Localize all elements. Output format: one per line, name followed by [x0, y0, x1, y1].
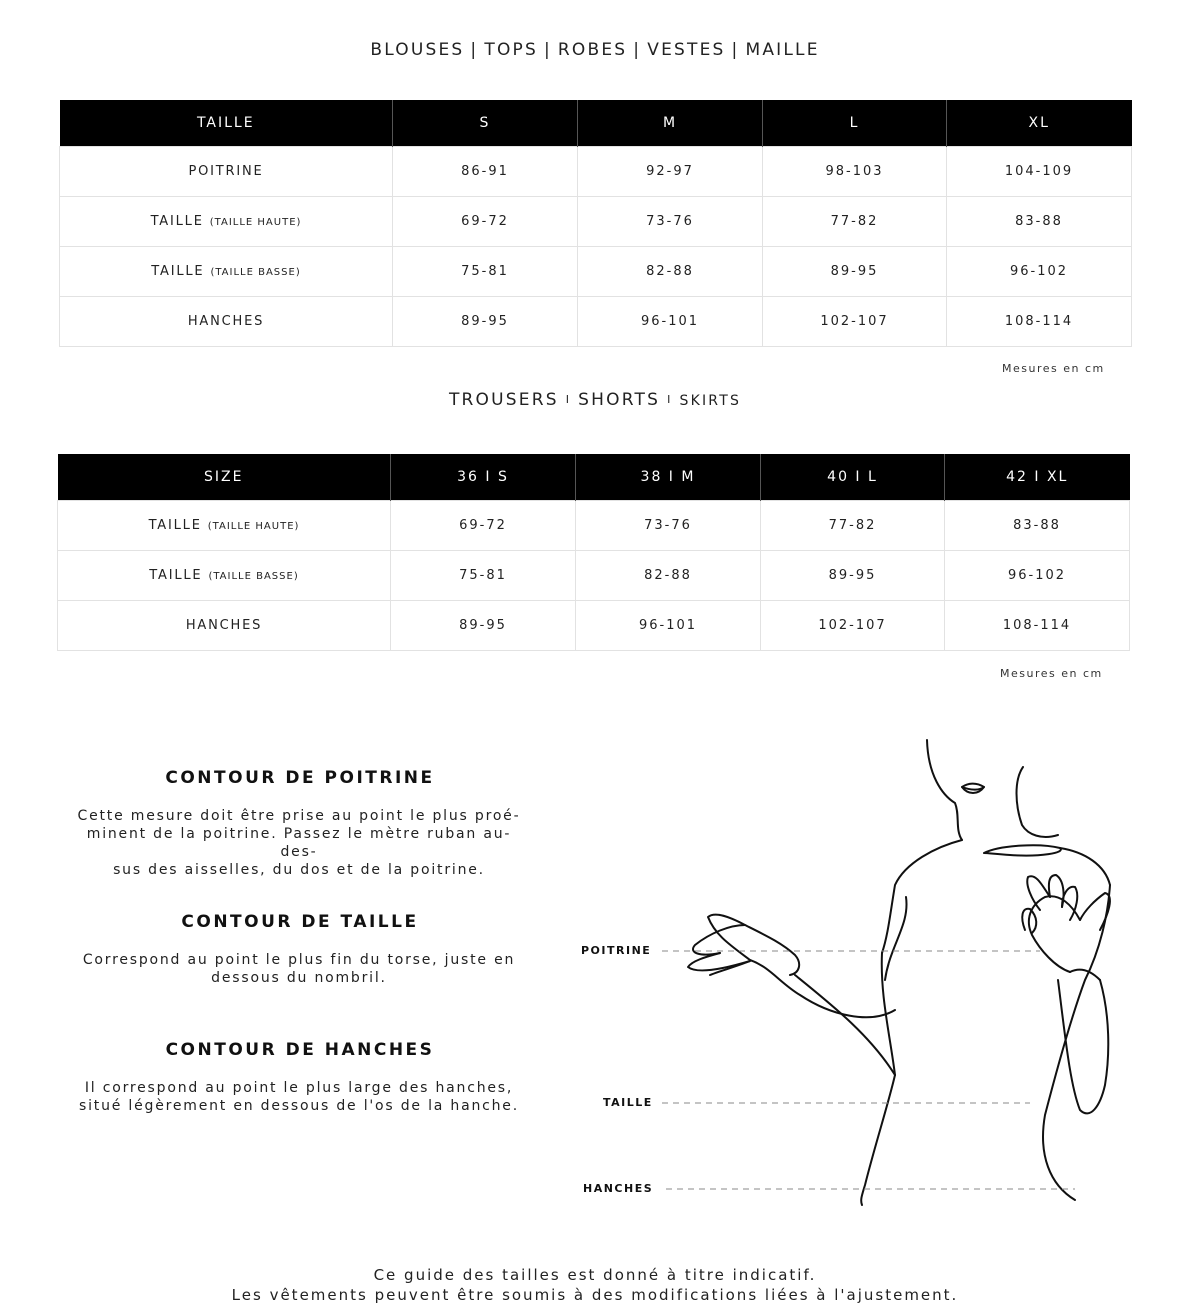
row-label — [58, 601, 391, 651]
table-cell: 69-72 — [393, 197, 578, 247]
heading-item: SKIRTS — [679, 393, 742, 409]
column-header: SIZE — [58, 454, 391, 501]
description-line: Correspond au point le plus fin du torse, juste en — [82, 952, 516, 968]
waist-label: TAILLE — [603, 1096, 653, 1109]
table-header-row — [60, 100, 1132, 147]
table-row — [60, 247, 1132, 297]
size-table-tops — [59, 100, 1132, 347]
chest-measure-title: CONTOUR DE POITRINE — [165, 768, 435, 788]
table-cell: 69-72 — [391, 501, 576, 551]
column-header: XL — [947, 100, 1132, 147]
table-cell: 96-102 — [945, 551, 1130, 601]
table-cell: 89-95 — [761, 551, 945, 601]
row-label — [60, 147, 393, 197]
body-line-drawing — [570, 735, 1170, 1215]
waist-measure-title: CONTOUR DE TAILLE — [181, 912, 419, 932]
table-cell: 96-102 — [947, 247, 1132, 297]
table-cell: 82-88 — [578, 247, 763, 297]
table-row — [60, 297, 1132, 347]
table-cell: 98-103 — [763, 147, 947, 197]
table-row — [58, 551, 1130, 601]
waist-measure-description — [74, 951, 524, 987]
description-line: dessous du nombril. — [211, 970, 387, 986]
heading-item: ROBES — [557, 40, 628, 60]
column-header: L — [763, 100, 947, 147]
table-cell: 102-107 — [761, 601, 945, 651]
heading-item: MAILLE — [745, 40, 820, 60]
table-cell: 96-101 — [578, 297, 763, 347]
heading-item: BLOUSES — [370, 40, 465, 60]
table-cell: 89-95 — [393, 297, 578, 347]
description-line: Il correspond au point le plus large des hanches, — [84, 1080, 514, 1096]
column-header: 42 I XL — [945, 454, 1130, 501]
heading-item: VESTES — [647, 40, 726, 60]
row-label-sub: (TAILLE HAUTE) — [207, 521, 300, 532]
disclaimer — [0, 1265, 1190, 1305]
table-cell: 92-97 — [578, 147, 763, 197]
heading-separator: | — [731, 40, 740, 60]
column-header: TAILLE — [60, 100, 393, 147]
disclaimer-line: Ce guide des tailles est donné à titre indicatif. — [373, 1266, 817, 1284]
row-label-text: TAILLE — [151, 264, 205, 279]
column-header: M — [578, 100, 763, 147]
description-line: minent de la poitrine. Passez le mètre ruban au-des- — [86, 826, 512, 860]
row-label-text: TAILLE — [150, 214, 204, 229]
row-label — [60, 247, 393, 297]
table-cell: 82-88 — [576, 551, 761, 601]
table1-heading — [0, 40, 1190, 60]
row-label — [60, 197, 393, 247]
row-label — [58, 501, 391, 551]
table-header-row — [58, 454, 1130, 501]
row-label — [58, 551, 391, 601]
table-cell: 75-81 — [393, 247, 578, 297]
table-cell: 77-82 — [763, 197, 947, 247]
table-cell: 83-88 — [947, 197, 1132, 247]
hips-measure-description — [74, 1079, 524, 1115]
column-header: 38 I M — [576, 454, 761, 501]
table-cell: 104-109 — [947, 147, 1132, 197]
hips-label: HANCHES — [583, 1182, 654, 1195]
heading-separator: | — [633, 40, 642, 60]
heading-separator: | — [470, 40, 479, 60]
table-cell: 108-114 — [945, 601, 1130, 651]
table2-heading — [0, 390, 1190, 410]
heading-item: TROUSERS — [448, 390, 559, 410]
table-cell: 73-76 — [576, 501, 761, 551]
row-label-text: HANCHES — [185, 618, 263, 633]
table-cell: 108-114 — [947, 297, 1132, 347]
table-cell: 102-107 — [763, 297, 947, 347]
size-table-bottoms — [57, 454, 1130, 651]
table-row — [58, 501, 1130, 551]
table-cell: 89-95 — [391, 601, 576, 651]
body-measure-figure — [570, 735, 1170, 1215]
heading-item: SHORTS — [578, 390, 661, 410]
chest-label: POITRINE — [581, 944, 652, 957]
row-label — [60, 297, 393, 347]
table-row — [60, 147, 1132, 197]
row-label-sub: (TAILLE HAUTE) — [209, 217, 302, 228]
row-label-text: POITRINE — [188, 164, 264, 179]
units-note: Mesures en cm — [1002, 362, 1105, 375]
hips-measure-title: CONTOUR DE HANCHES — [165, 1040, 435, 1060]
column-header: 40 I L — [761, 454, 945, 501]
column-header: 36 I S — [391, 454, 576, 501]
heading-separator: | — [543, 40, 552, 60]
table-cell: 77-82 — [761, 501, 945, 551]
column-header: S — [393, 100, 578, 147]
description-line: situé légèrement en dessous de l'os de la hanche. — [79, 1098, 519, 1114]
table-cell: 75-81 — [391, 551, 576, 601]
description-line: Cette mesure doit être prise au point le plus proé- — [77, 808, 521, 824]
disclaimer-line: Les vêtements peuvent être soumis à des modifications liées à l'ajustement. — [231, 1286, 959, 1304]
row-label-sub: (TAILLE BASSE) — [208, 571, 299, 582]
chest-measure-description — [74, 807, 524, 879]
row-label-text: TAILLE — [148, 518, 202, 533]
heading-separator: I — [667, 393, 673, 406]
description-line: sus des aisselles, du dos et de la poitrine. — [113, 862, 485, 878]
heading-item: TOPS — [484, 40, 538, 60]
table-cell: 73-76 — [578, 197, 763, 247]
units-note: Mesures en cm — [1000, 667, 1103, 680]
table-cell: 86-91 — [393, 147, 578, 197]
table-cell: 96-101 — [576, 601, 761, 651]
table-cell: 89-95 — [763, 247, 947, 297]
row-label-text: HANCHES — [187, 314, 265, 329]
row-label-sub: (TAILLE BASSE) — [210, 267, 301, 278]
table-row — [58, 601, 1130, 651]
table-row — [60, 197, 1132, 247]
heading-separator: I — [565, 393, 572, 406]
table-cell: 83-88 — [945, 501, 1130, 551]
row-label-text: TAILLE — [149, 568, 203, 583]
